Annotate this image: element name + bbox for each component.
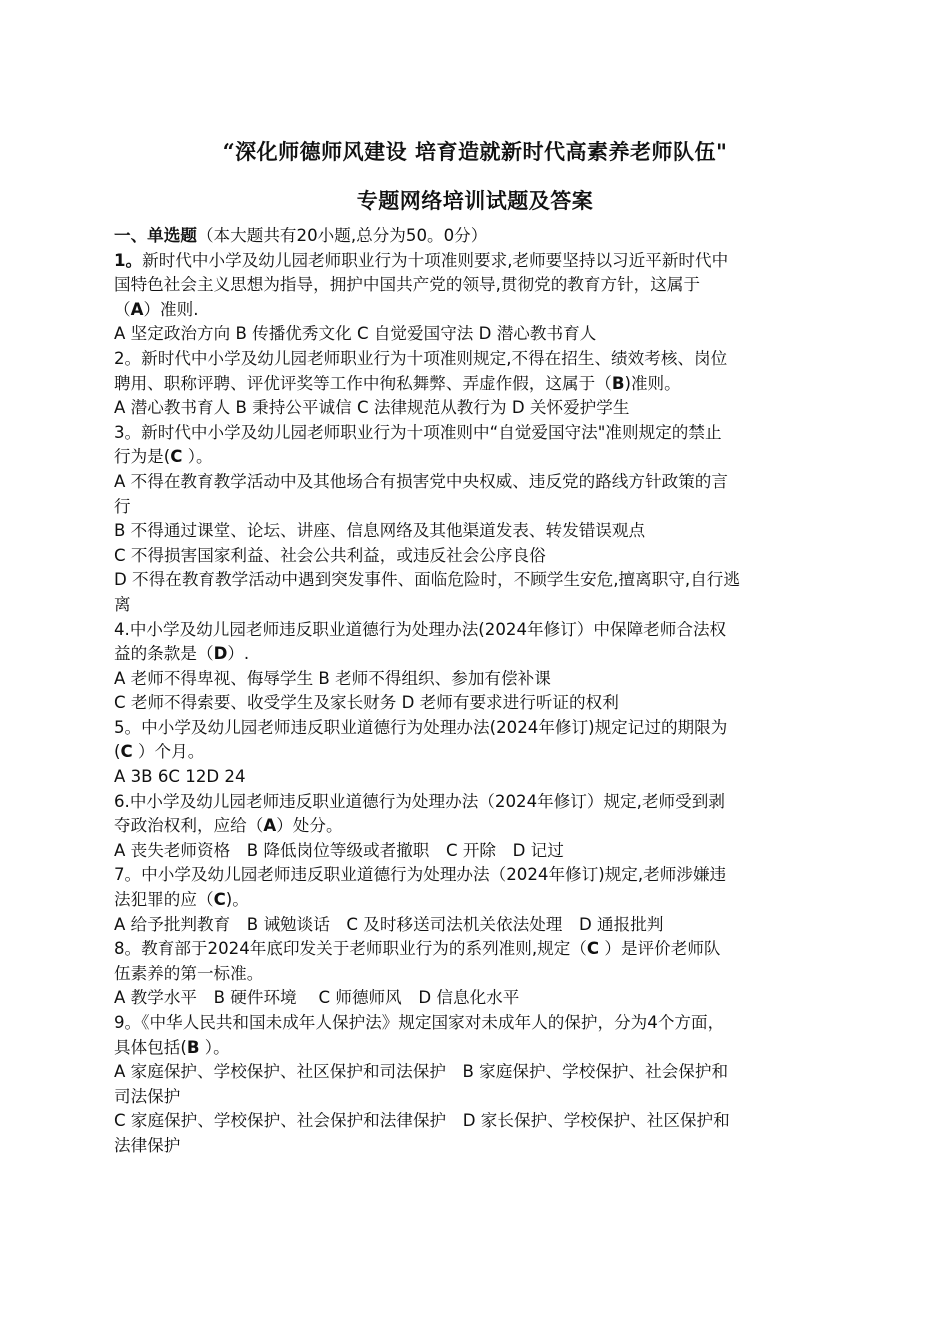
line-text: ）是评价老师队 <box>599 939 721 959</box>
answer-text: C <box>170 447 183 467</box>
document-title: “深化师德师风建设 培育造就新时代高素养老师队伍" <box>222 139 728 164</box>
line-text: 国特色社会主义思想为指导，拥护中国共产党的领导,贯彻党的教育方针，这属于 <box>114 275 701 295</box>
line-text: 司法保护 <box>114 1086 181 1106</box>
line-text: A 3B 6C 12D 24 <box>114 767 246 787</box>
line-text: C 老师不得索要、收受学生及家长财务 D 老师有要求进行听证的权利 <box>114 693 619 713</box>
answer-text: C <box>213 890 226 910</box>
line-text: ）准则. <box>143 299 199 319</box>
line-text: A 教学水平 B 硬件环境 C 师德师风 D 信息化水平 <box>114 988 520 1008</box>
line-text: 3。新时代中小学及幼儿园老师职业行为十项准则中“自觉爱国守法"准则规定的禁止 <box>114 422 722 442</box>
text-line <box>114 1109 834 1134</box>
text-line <box>114 814 834 839</box>
question-list <box>114 249 834 1159</box>
line-text: 6.中小学及幼儿园老师违反职业道德行为处理办法（2024年修订）规定,老师受到剥 <box>114 791 725 811</box>
text-line <box>114 249 834 274</box>
line-text: ( <box>114 742 121 762</box>
line-text: 行 <box>114 496 131 516</box>
section-note: （本大题共有20小题,总分为50。0分） <box>196 226 488 245</box>
section-heading: 一、单选题 <box>114 226 197 245</box>
line-text: A 老师不得卑视、侮辱学生 B 老师不得组织、参加有偿补课 <box>114 668 551 688</box>
text-line <box>114 298 834 323</box>
text-line <box>114 372 834 397</box>
text-line <box>114 863 834 888</box>
text-line <box>114 568 834 593</box>
line-text: 4.中小学及幼儿园老师违反职业道德行为处理办法(2024年修订）中保障老师合法权 <box>114 619 727 639</box>
text-line <box>114 765 834 790</box>
document-body <box>114 224 834 1159</box>
text-line <box>114 839 834 864</box>
line-text: ）个月。 <box>132 742 205 762</box>
text-line <box>114 888 834 913</box>
line-text: B 不得通过课堂、论坛、讲座、信息网络及其他渠道发表、转发错误观点 <box>114 521 646 541</box>
line-text: 离 <box>114 594 131 614</box>
line-text: 益的条款是（ <box>114 644 214 664</box>
answer-text: C <box>120 742 133 762</box>
text-line <box>114 593 834 618</box>
line-text: 7。中小学及幼儿园老师违反职业道德行为处理办法（2024年修订)规定,老师涉嫌违 <box>114 865 727 885</box>
line-text: 法律保护 <box>114 1135 181 1155</box>
answer-text: B <box>611 373 625 393</box>
line-text: C 家庭保护、学校保护、社会保护和法律保护 D 家长保护、学校保护、社区保护和 <box>114 1111 730 1131</box>
line-text: 伍素养的第一标准。 <box>114 963 264 983</box>
line-text: A 家庭保护、学校保护、社区保护和司法保护 B 家庭保护、学校保护、社会保护和 <box>114 1062 729 1082</box>
answer-text: D <box>213 644 228 664</box>
text-line <box>114 913 834 938</box>
text-line <box>114 470 834 495</box>
answer-text: A <box>130 299 144 319</box>
text-line <box>114 347 834 372</box>
line-text: A 潜心教书育人 B 秉持公平诚信 C 法律规范从教行为 D 关怀爱护学生 <box>114 398 630 418</box>
text-line <box>114 544 834 569</box>
text-line <box>114 273 834 298</box>
text-line <box>114 740 834 765</box>
document-subtitle: 专题网络培训试题及答案 <box>356 188 594 213</box>
line-text: )准则。 <box>624 373 681 393</box>
answer-text: B <box>186 1037 200 1057</box>
line-text: ）。 <box>199 1037 230 1057</box>
line-text: C 不得损害国家利益、社会公共利益，或违反社会公序良俗 <box>114 545 546 565</box>
line-text: A 给予批判教育 B 诫勉谈话 C 及时移送司法机关依法处理 D 通报批判 <box>114 914 664 934</box>
line-text: 夺政治权利，应给（ <box>114 816 264 836</box>
text-line <box>114 421 834 446</box>
line-text: )。 <box>225 890 249 910</box>
text-line <box>114 667 834 692</box>
line-text: （ <box>114 299 131 319</box>
text-line <box>114 618 834 643</box>
line-text: 行为是( <box>114 447 171 467</box>
text-line <box>114 790 834 815</box>
text-line <box>114 322 834 347</box>
line-text: 法犯罪的应（ <box>114 890 214 910</box>
text-line <box>114 445 834 470</box>
line-text: ）. <box>227 644 250 664</box>
line-text: D 不得在教育教学活动中遇到突发事件、面临危险时，不顾学生安危,擅离职守,自行逃 <box>114 570 740 590</box>
text-line <box>114 519 834 544</box>
line-text: A 丧失老师资格 B 降低岗位等级或者撤职 C 开除 D 记过 <box>114 840 564 860</box>
text-line <box>114 716 834 741</box>
line-text: ）。 <box>182 447 213 467</box>
text-line <box>114 1011 834 1036</box>
text-line <box>114 396 834 421</box>
line-text: 5。中小学及幼儿园老师违反职业道德行为处理办法(2024年修订)规定记过的期限为 <box>114 717 728 737</box>
line-text: 2。新时代中小学及幼儿园老师职业行为十项准则规定,不得在招生、绩效考核、岗位 <box>114 348 728 368</box>
text-line <box>114 986 834 1011</box>
text-line <box>114 691 834 716</box>
line-text: 9。《中华人民共和国未成年人保护法》规定国家对未成年人的保护，分为4个方面， <box>114 1013 725 1032</box>
text-line <box>114 1060 834 1085</box>
text-line <box>114 1085 834 1110</box>
line-text: A 不得在教育教学活动中及其他场合有损害党中央权威、违反党的路线方针政策的言 <box>114 471 728 491</box>
line-text: 8。教育部于2024年底印发关于老师职业行为的系列准则,规定（ <box>114 939 587 959</box>
answer-text: A <box>263 816 277 836</box>
section-heading-line <box>114 224 834 249</box>
line-text: 聘用、职称评聘、评优评奖等工作中徇私舞弊、弄虚作假，这属于（ <box>114 373 612 393</box>
answer-text: 1。 <box>114 250 143 270</box>
line-text: A 坚定政治方向 B 传播优秀文化 C 自觉爱国守法 D 潜心教书育人 <box>114 324 597 344</box>
line-text: ）处分。 <box>276 816 343 836</box>
answer-text: C <box>586 939 600 959</box>
text-line <box>114 1134 834 1159</box>
text-line <box>114 495 834 520</box>
text-line <box>114 962 834 987</box>
line-text: 新时代中小学及幼儿园老师职业行为十项准则要求,老师要坚持以习近平新时代中 <box>142 250 729 270</box>
text-line <box>114 642 834 667</box>
text-line <box>114 937 834 962</box>
line-text: 具体包括( <box>114 1037 187 1057</box>
text-line <box>114 1036 834 1061</box>
